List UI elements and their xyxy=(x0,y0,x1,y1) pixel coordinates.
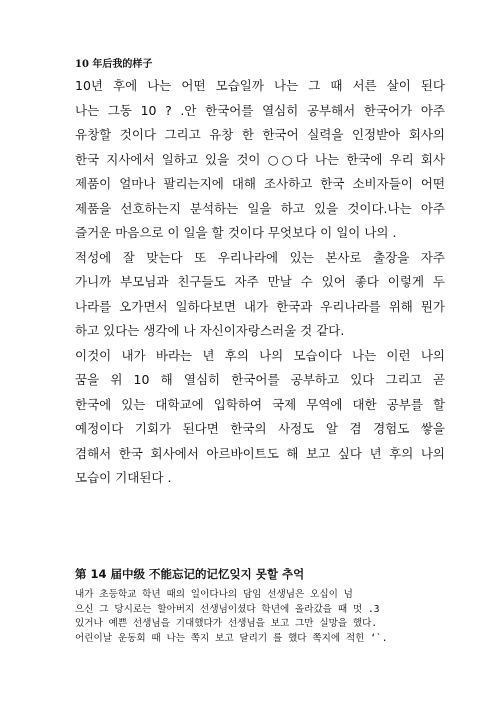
text-line: 유창할 것이다 그리고 유창 한 한국어 실력을 인정받아 회사의 xyxy=(75,127,445,142)
text-line: 으신 그 당시로는 할아버지 선생님이셨다 학년에 올라갔을 때 멋 .3 xyxy=(75,603,380,615)
text-line: 예정이다 기회가 된다면 한국의 사정도 알 겸 경험도 쌓을 xyxy=(75,421,445,436)
text-line: 적성에 잘 맞는다 또 우리나라에 있는 본사로 출장을 자주 xyxy=(75,249,445,265)
paragraph-2 xyxy=(75,246,445,344)
paragraph-1 xyxy=(75,74,445,246)
section-title: 第 14 届中级 不能忘记的记忆잊지 못할 추억 xyxy=(75,567,305,581)
text-line: 하고 있다는 생각에 나 자신이자랑스러울 것 같다. xyxy=(75,323,345,338)
text-line: 제품이 얼마나 팔리는지에 대해 조사하고 한국 소비자들이 어떤 xyxy=(75,176,445,191)
document-body xyxy=(75,58,445,491)
text-line: 10년 후에 나는 어떤 모습일까 나는 그 때 서른 살이 된다 xyxy=(75,78,445,93)
text-line: 나라를 오가면서 일하다보면 내가 한국과 우리나라를 위해 뭔가 xyxy=(75,298,445,314)
text-line: 꿈을 위 10 해 열심히 한국어를 공부하고 있다 그리고 곧 xyxy=(75,372,445,387)
text-line: 한국 지사에서 일하고 있을 것이 ○○다 나는 한국에 우리 회사 xyxy=(75,151,445,167)
text-line: 나는 그동 10 ? .안 한국어를 열심히 공부해서 한국어가 아주 xyxy=(75,102,445,118)
text-line: 가니까 부모님과 친구들도 자주 만날 수 있어 좋다 이렇게 두 xyxy=(75,274,445,289)
text-line: 겸해서 한국 회사에서 아르바이트도 해 보고 싶다 년 후의 나의 xyxy=(75,445,445,461)
text-line: 이것이 내가 바라는 년 후의 나의 모습이다 나는 이런 나의 xyxy=(75,347,445,363)
text-line: 있거나 예쁜 선생님을 기대했다가 선생님을 보고 그만 실망을 했다. xyxy=(75,618,378,629)
paragraph-3 xyxy=(75,344,445,491)
text-line: 어린이날 운동회 때 나는 쪽지 보고 달리기 를 했다 쪽지에 적힌 ‘`. xyxy=(75,632,388,644)
text-line: 즐거운 마음으로 이 일을 할 것이다 무엇보다 이 일이 나의 . xyxy=(75,225,397,240)
text-line: 내가 초등학교 학년 때의 일이다나의 담임 선생님은 오십이 넘 xyxy=(75,589,353,600)
section-2-body xyxy=(75,588,445,646)
text-line: 모습이 기대된다 . xyxy=(75,470,172,485)
section-2 xyxy=(75,566,445,646)
document-title: 10 年后我的样子 xyxy=(75,59,153,70)
text-line: 제품을 선호하는지 분석하는 일을 하고 있을 것이다.나는 아주 xyxy=(75,200,445,216)
text-line: 한국에 있는 대학교에 입학하여 국제 무역에 대한 공부를 할 xyxy=(75,396,445,412)
